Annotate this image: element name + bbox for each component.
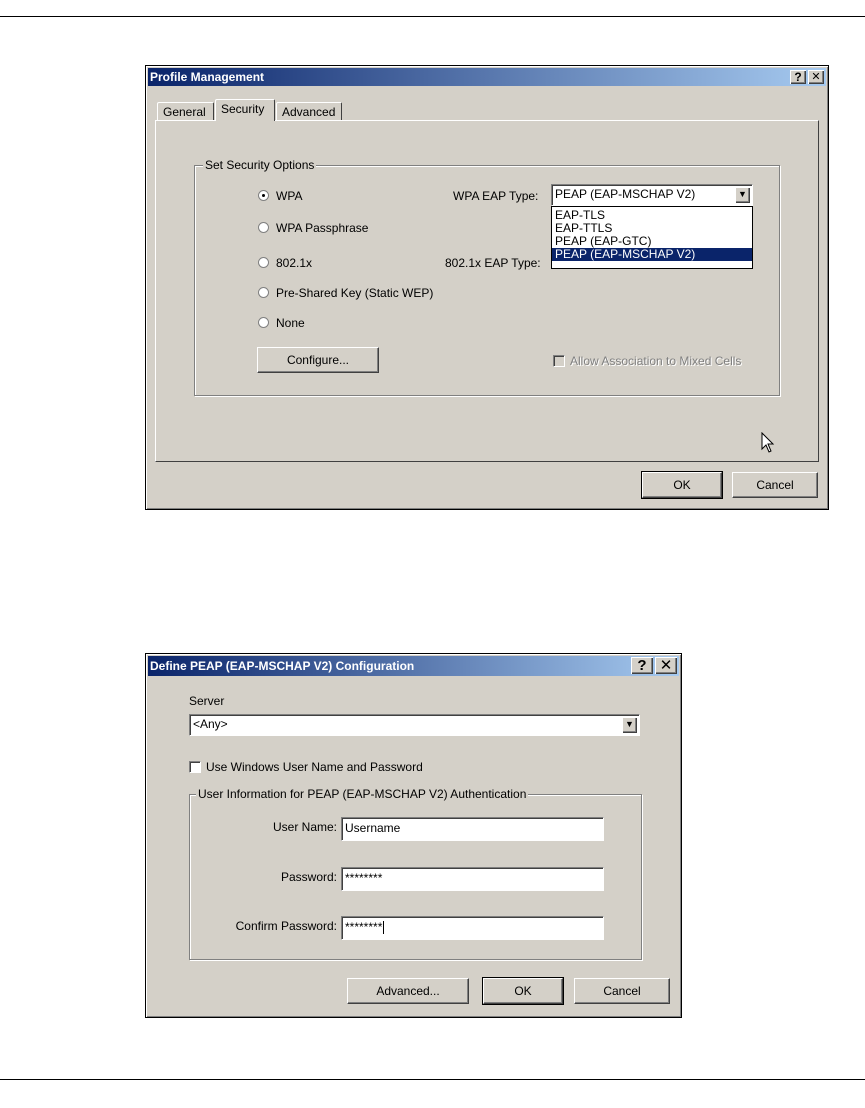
radio-wpa-passphrase[interactable] [258,220,368,236]
radio-button[interactable] [258,257,269,268]
username-label: User Name: [272,820,337,834]
radio-none[interactable] [258,315,305,331]
allow-mixed-cells-checkbox [553,353,741,369]
user-information-group [189,787,642,960]
tab-security[interactable]: Security [215,99,275,121]
input-value: ******** [345,871,383,885]
ok-button[interactable]: OK [483,978,563,1004]
group-label: Set Security Options [205,158,315,172]
radio-label: WPA Passphrase [276,221,369,235]
security-tab-panel [155,120,819,462]
dialog-title: Profile Management [150,70,265,84]
server-label: Server [189,694,225,708]
select-value: PEAP (EAP-MSCHAP V2) [555,187,696,201]
page-top-rule [0,16,865,17]
cancel-button[interactable]: Cancel [574,978,670,1004]
list-item-eap-ttls[interactable]: EAP-TTLS [555,221,613,235]
password-input[interactable] [341,867,604,891]
input-value: ******** [345,920,383,934]
wpa-eap-type-label: WPA EAP Type: [453,189,539,203]
radio-pre-shared-key[interactable] [258,285,433,301]
radio-8021x[interactable] [258,255,312,271]
wpa-eap-type-select[interactable] [551,184,753,206]
select-value: <Any> [193,717,228,731]
list-item-peap-gtc[interactable]: PEAP (EAP-GTC) [555,234,652,248]
list-item-peap-mschapv2[interactable]: PEAP (EAP-MSCHAP V2) [552,248,752,261]
input-value: Username [345,821,401,835]
ok-button[interactable]: OK [642,472,722,498]
radio-label: Pre-Shared Key (Static WEP) [276,286,434,300]
password-label: Password: [280,870,337,884]
checkbox[interactable] [189,761,201,773]
username-input[interactable] [341,817,604,841]
server-select[interactable] [189,714,640,736]
confirm-password-input[interactable] [341,916,604,940]
chevron-down-icon[interactable]: ▼ [622,717,637,733]
tab-general[interactable]: General [157,102,214,121]
use-windows-credentials-checkbox[interactable] [189,759,423,775]
advanced-button[interactable]: Advanced... [347,978,469,1004]
close-icon[interactable]: ✕ [655,657,677,674]
cancel-button[interactable]: Cancel [732,472,818,498]
peap-config-titlebar[interactable] [148,656,679,676]
radio-button[interactable] [258,287,269,298]
chevron-down-icon[interactable]: ▼ [735,187,750,203]
profile-management-titlebar[interactable] [148,68,826,86]
help-icon[interactable]: ? [631,657,653,674]
tab-advanced[interactable]: Advanced [276,102,342,121]
checkbox-label: Use Windows User Name and Password [206,760,423,774]
radio-button[interactable] [258,222,269,233]
radio-button[interactable] [258,317,269,328]
radio-label: WPA [276,189,303,203]
page-bottom-rule [0,1079,865,1080]
dialog-title: Define PEAP (EAP-MSCHAP V2) Configuration [150,659,415,673]
list-item-eap-tls[interactable]: EAP-TLS [555,208,606,222]
close-icon[interactable]: ✕ [808,70,824,84]
radio-wpa[interactable] [258,188,302,204]
radio-button[interactable] [258,190,269,201]
checkbox [553,355,565,367]
eap-type-dropdown-list[interactable] [551,206,753,269]
profile-management-dialog [145,65,829,510]
confirm-password-label: Confirm Password: [235,919,337,933]
radio-label: None [276,316,305,330]
checkbox-label: Allow Association to Mixed Cells [570,354,742,368]
mouse-pointer-icon [761,432,775,454]
8021x-eap-type-label: 802.1x EAP Type: [445,256,541,270]
radio-label: 802.1x [276,256,313,270]
group-label: User Information for PEAP (EAP-MSCHAP V2) Authentication [198,787,527,801]
help-icon[interactable]: ? [790,70,806,84]
configure-button[interactable]: Configure... [257,347,379,373]
peap-config-dialog [145,653,682,1018]
text-caret [383,921,384,934]
